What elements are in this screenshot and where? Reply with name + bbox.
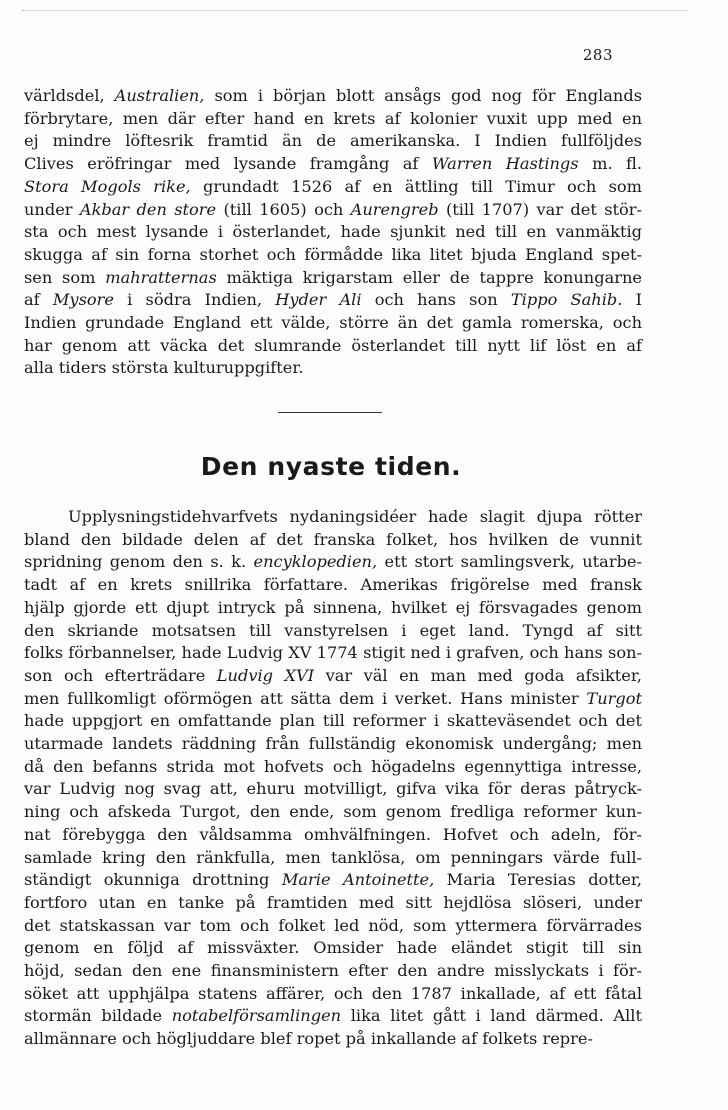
text-run: ej mindre löftesrik framtid än de amerikanska. I Indien fullföljdes — [24, 131, 642, 151]
text-line — [24, 529, 642, 552]
text-line — [24, 869, 642, 892]
text-line — [24, 551, 642, 574]
text-run: höjd, sedan den ene finansministern efter den andre misslyckats i för- — [24, 961, 642, 981]
text-run: folks förbannelser, hade Ludvig XV 1774 stigit ned i grafven, och hans son- — [24, 643, 642, 663]
text-run: under — [24, 199, 80, 219]
italic-term: Aurengreb — [350, 199, 439, 219]
text-line — [24, 1005, 642, 1028]
text-run: (till 1605) och — [216, 199, 351, 219]
text-line — [24, 778, 642, 801]
text-run: tadt af en krets snillrika författare. Amerikas frigörelse med fransk — [24, 575, 642, 595]
text-run: grundadt 1526 af en ättling till Timur och som — [190, 176, 642, 196]
text-line — [24, 357, 642, 380]
text-line — [24, 847, 642, 870]
text-run: bland den bildade delen af det franska folket, hos hvilken de vunnit — [24, 529, 642, 549]
text-run: I — [622, 290, 642, 310]
text-line — [24, 153, 642, 176]
italic-term: mahratternas — [105, 267, 217, 287]
text-run: allmännare och högljuddare blef ropet på inkallande af folkets repre- — [24, 1029, 593, 1049]
text-run: son och efterträdare — [24, 665, 217, 685]
text-line — [24, 574, 642, 597]
italic-term: encyklopedien, — [253, 552, 378, 572]
italic-term: Australien, — [114, 86, 205, 105]
text-line — [24, 335, 642, 358]
italic-term: Stora Mogols rike, — [24, 176, 191, 196]
text-run: ett stort samlingsverk, utarbe- — [377, 552, 642, 572]
italic-term: Ludvig XVI — [216, 665, 315, 685]
italic-term: Mysore — [52, 290, 114, 310]
text-line — [24, 733, 642, 756]
text-line — [24, 506, 642, 529]
text-run: Maria Teresias dotter, — [434, 870, 642, 890]
text-run: Upplysningstidehvarfvets nydaningsidéer hade slagit djupa rötter — [68, 507, 642, 526]
text-line — [24, 597, 642, 620]
text-line — [24, 710, 642, 733]
text-run: alla tiders största kulturuppgifter. — [24, 358, 304, 378]
text-run: skugga af sin forna storhet och förmådde lika litet bjuda England spet- — [24, 244, 642, 264]
italic-term: Akbar den store — [79, 199, 217, 219]
text-line — [24, 824, 642, 847]
text-run: genom en följd af missväxter. Omsider hade eländet stigit till sin — [24, 938, 642, 958]
italic-term: Marie Antoinette, — [281, 870, 435, 890]
text-line — [24, 289, 642, 312]
text-run: sen som — [24, 267, 106, 287]
text-run: Clives eröfringar med lysande framgång af — [24, 154, 432, 174]
text-run: ständigt okunniga drottning — [24, 870, 282, 890]
text-line — [24, 960, 642, 983]
text-run: var väl en man med goda afsikter, — [314, 665, 642, 685]
text-run: lika litet gått i land därmed. Allt — [341, 1006, 642, 1026]
italic-term: Turgot — [586, 688, 642, 708]
section-heading: Den nyaste tiden. — [200, 452, 462, 481]
text-line — [24, 130, 642, 153]
text-line — [24, 688, 642, 711]
text-run: ning och afskeda Turgot, den ende, som genom fredliga reformer kun- — [24, 802, 642, 822]
text-run: mäktiga krigarstam eller de tappre konungarne — [216, 267, 642, 287]
text-run: förbrytare, men där efter hand en krets af kolonier vuxit upp med en — [24, 108, 642, 128]
text-line — [24, 665, 642, 688]
top-scan-edge — [22, 10, 688, 11]
text-line — [24, 108, 642, 131]
text-line — [24, 176, 642, 199]
text-run: fortforo utan en tanke på framtiden med sitt hejdlösa slöseri, under — [24, 892, 642, 912]
text-run: stormän bildade — [24, 1006, 172, 1026]
text-run: världsdel, — [24, 86, 115, 105]
section-divider — [278, 412, 382, 413]
text-run: hjälp gjorde ett djupt intryck på sinnena, hvilket ej försvagades genom — [24, 597, 642, 617]
text-line — [24, 937, 642, 960]
text-line — [24, 642, 642, 665]
text-run: som i början blott ansågs god nog för Englands — [204, 86, 642, 105]
italic-term: notabelförsamlingen — [171, 1006, 342, 1026]
text-line — [24, 267, 642, 290]
text-run: m. fl. — [578, 154, 643, 174]
italic-term: Hyder Ali — [275, 290, 362, 310]
text-run: har genom att väcka det slumrande österlandet till nytt lif löst en af — [24, 335, 642, 355]
text-run: utarmade landets räddning från fullständig ekonomisk undergång; men — [24, 734, 642, 754]
text-line — [24, 983, 642, 1006]
italic-term: Warren Hastings — [431, 154, 579, 174]
text-run: men fullkomligt oförmögen att sätta dem i verket. Hans minister — [24, 688, 587, 708]
text-line — [24, 915, 642, 938]
text-run: det statskassan var tom och folket led nöd, som yttermera förvärrades — [24, 915, 642, 935]
text-line — [24, 199, 642, 222]
text-run: sta och mest lysande i österlandet, hade sjunkit ned till en vanmäktig — [24, 222, 642, 242]
text-line — [24, 1028, 642, 1051]
text-run: af — [24, 290, 53, 310]
text-run: den skriande motsatsen till vanstyrelsen i eget land. Tyngd af sitt — [24, 620, 642, 640]
paragraph-nyaste-tiden — [24, 506, 642, 1051]
text-line — [24, 756, 642, 779]
text-run: Indien grundade England ett välde, större än det gamla romerska, och — [24, 313, 642, 333]
text-run: i södra Indien, — [113, 290, 276, 310]
text-run: samlade kring den ränkfulla, men tanklösa, om penningars värde full- — [24, 847, 642, 867]
text-run: och hans son — [361, 290, 511, 310]
italic-term: Tippo Sahib. — [510, 290, 623, 310]
text-line — [24, 244, 642, 267]
text-line — [24, 221, 642, 244]
text-run: nat förebygga den våldsamma omhvälfningen. Hofvet och adeln, för- — [24, 824, 642, 844]
text-run: då den befanns strida mot hofvets och högadelns egennyttiga intresse, — [24, 756, 642, 776]
text-run: spridning genom den s. k. — [24, 552, 254, 572]
text-run: hade uppgjort en omfattande plan till reformer i skatteväsendet och det — [24, 711, 642, 731]
text-line — [24, 85, 642, 108]
page-number: 283 — [582, 46, 613, 64]
paragraph-australia-india — [24, 85, 642, 380]
text-line — [24, 801, 642, 824]
text-line — [24, 620, 642, 643]
text-run: söket att upphjälpa statens affärer, och den 1787 inkallade, af ett fåtal — [24, 983, 642, 1003]
text-run: var Ludvig nog svag att, ehuru motvilligt, gifva vika för deras påtryck- — [24, 779, 642, 799]
text-line — [24, 312, 642, 335]
text-line — [24, 892, 642, 915]
text-run: (till 1707) var det stör- — [438, 199, 642, 219]
